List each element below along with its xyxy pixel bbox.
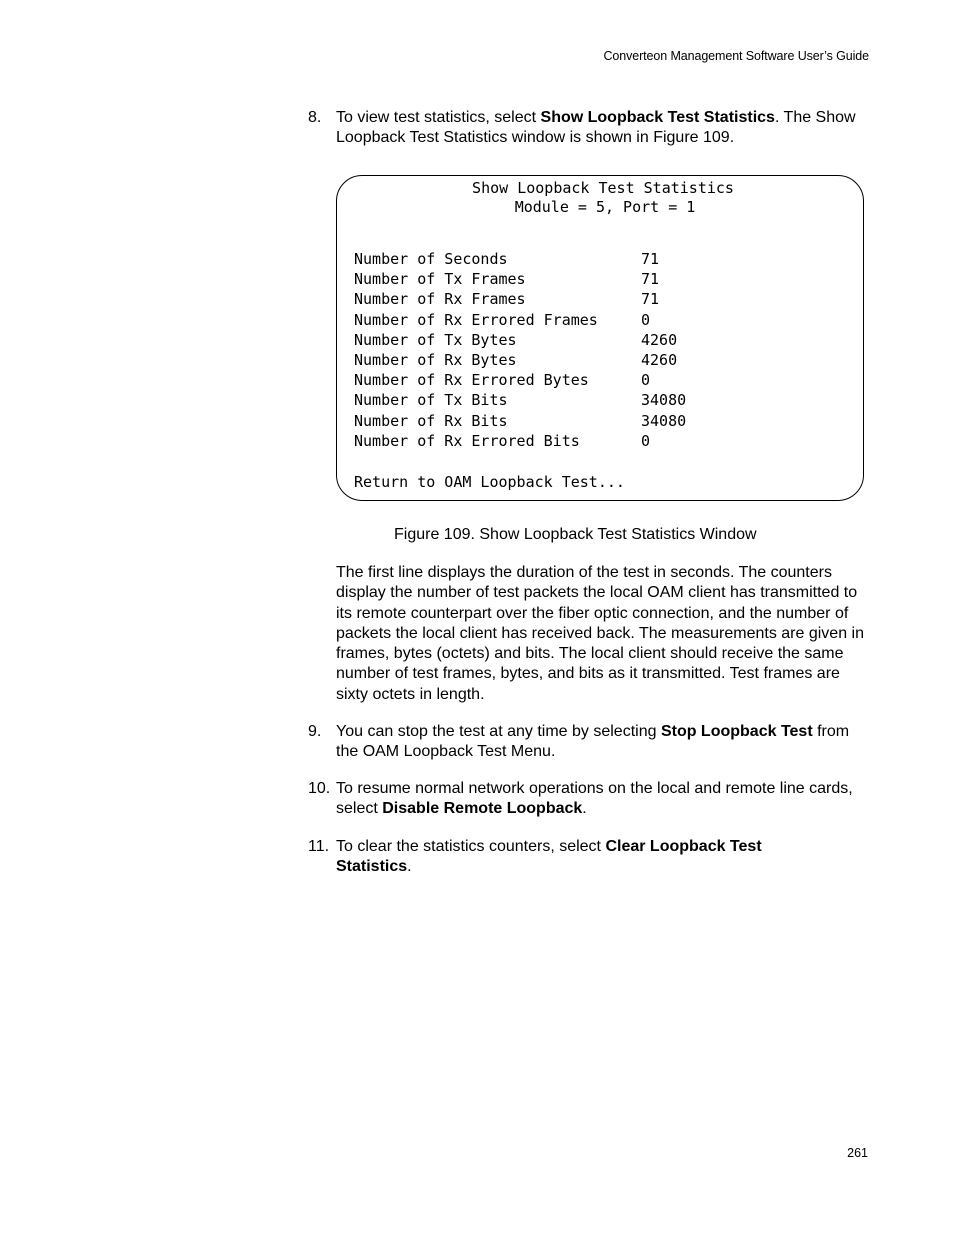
menu-option-name: Stop Loopback Test: [660, 723, 813, 740]
stat-value: 71: [641, 270, 660, 289]
stat-label: Number of Tx Frames: [354, 270, 526, 289]
step-10: [308, 779, 870, 820]
page-number: 261: [847, 1146, 868, 1160]
stat-value: 34080: [641, 391, 687, 410]
stat-label: Number of Tx Bits: [354, 391, 508, 410]
stat-value: 34080: [641, 411, 687, 430]
step-text: [336, 108, 870, 149]
step-number: 9.: [308, 723, 322, 740]
step-number: 8.: [308, 109, 322, 126]
loopback-statistics-window: [336, 175, 864, 501]
stat-label: Number of Rx Frames: [354, 290, 526, 309]
menu-option-name: Clear Loopback Test Statistics: [336, 838, 762, 876]
stat-value: 0: [641, 431, 651, 450]
step-8: [308, 108, 870, 149]
step-text-part: To resume normal network operations on the local and remote line cards, select: [336, 780, 853, 818]
step-number: 10.: [308, 780, 331, 797]
step-text: [336, 779, 870, 820]
step-11: [308, 837, 828, 878]
step-number: 11.: [308, 838, 330, 855]
step-text-part: To clear the statistics counters, select: [336, 838, 606, 855]
window-subtitle: Module = 5, Port = 1: [514, 198, 696, 216]
stat-value: 0: [641, 310, 651, 329]
body-paragraph: The first line displays the duration of the test in seconds. The counters display the number of test packets the local OAM client has transmitted to its remote counterpart over the fiber optic connection, and the number of packets the local client has received back. The measurements are given in frames, bytes (octets) and bits. The local client should receive the same number of test frames, bytes, and bits as it transmitted. Test frames are sixty octets in length.: [336, 564, 864, 703]
stat-label: Number of Rx Errored Bits: [354, 431, 580, 450]
stat-label: Number of Rx Bits: [354, 411, 508, 430]
stat-label: Number of Rx Bytes: [354, 351, 517, 369]
stat-value: 4260: [641, 351, 678, 369]
return-to-oam-loopback-test-option[interactable]: Return to OAM Loopback Test...: [354, 473, 625, 491]
step-text: [336, 722, 870, 763]
step-9: [308, 722, 870, 763]
step-text-part: . The Show Loopback Test Statistics window is shown in Figure 109.: [336, 109, 856, 147]
step-text-part: To view test statistics, select: [336, 109, 541, 126]
stat-value: 0: [641, 371, 651, 390]
stat-value: 71: [641, 290, 660, 309]
running-header: Converteon Management Software User’s Guide: [603, 49, 869, 63]
figure-caption: Figure 109. Show Loopback Test Statistics Window: [394, 526, 757, 543]
stat-value: 4260: [641, 330, 678, 349]
menu-option-name: Show Loopback Test Statistics: [540, 109, 775, 126]
step-text-part: from the OAM Loopback Test Menu.: [336, 723, 850, 761]
stat-label: Number of Rx Errored Bytes: [354, 371, 589, 390]
stat-label: Number of Tx Bytes: [354, 330, 517, 349]
window-title: Show Loopback Test Statistics: [472, 179, 734, 197]
stat-value: 71: [641, 250, 660, 268]
menu-option-name: Disable Remote Loopback: [382, 800, 583, 818]
stat-label: Number of Rx Errored Frames: [354, 310, 598, 329]
step-text-part: .: [582, 800, 587, 818]
step-text: [336, 837, 828, 878]
stat-label: Number of Seconds: [354, 250, 508, 268]
step-text-part: You can stop the test at any time by selecting: [336, 723, 661, 740]
step-text-part: .: [407, 858, 412, 876]
